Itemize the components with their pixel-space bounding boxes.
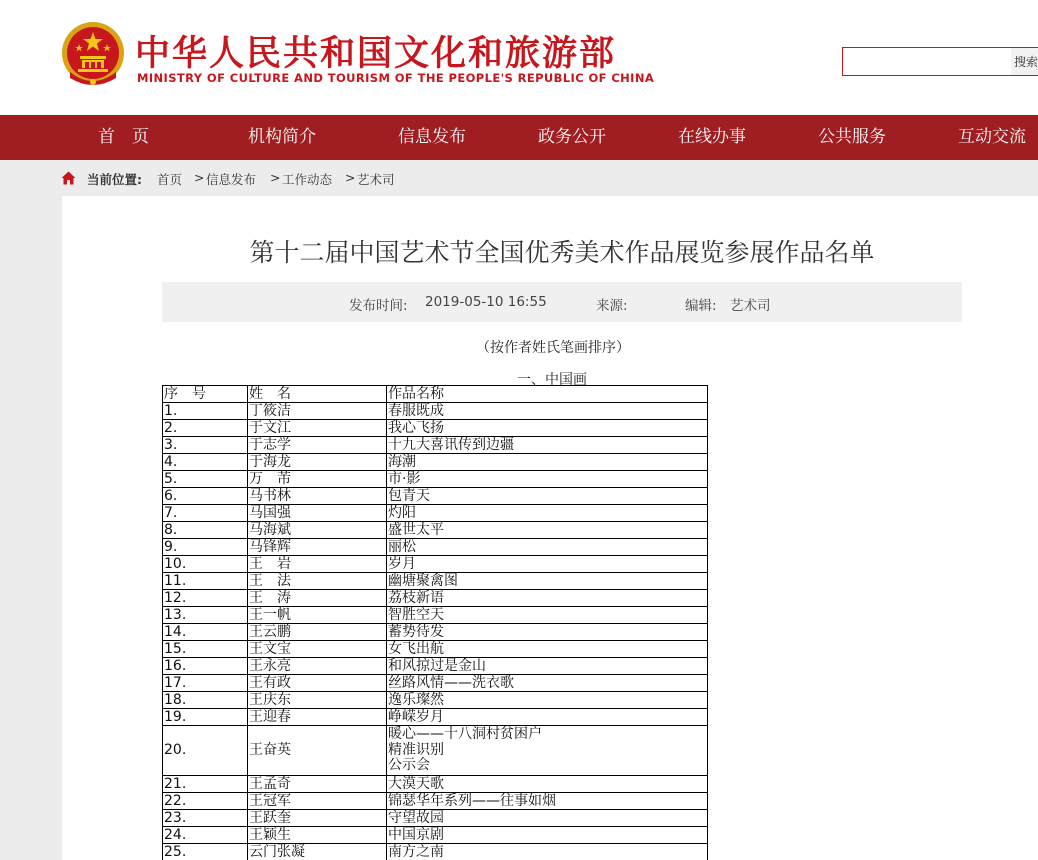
cell-work: 中国京剧 — [387, 827, 708, 844]
table-row — [163, 454, 708, 471]
cell-work: 女飞出航 — [387, 641, 708, 658]
cell-no: 8. — [163, 522, 248, 539]
breadcrumb-separator: > — [345, 170, 356, 185]
table-row — [163, 692, 708, 709]
breadcrumb-separator: > — [194, 170, 205, 185]
table-row — [163, 844, 708, 860]
cell-work: 丽松 — [387, 539, 708, 556]
cell-name: 王孟奇 — [248, 776, 387, 793]
cell-work: 守望故园 — [387, 810, 708, 827]
article-title: 第十二届中国艺术节全国优秀美术作品展览参展作品名单 — [249, 238, 875, 267]
cell-work: 灼阳 — [387, 505, 708, 522]
table-row — [163, 420, 708, 437]
cell-work: 幽塘聚禽图 — [387, 573, 708, 590]
cell-work: 岁月 — [387, 556, 708, 573]
cell-work: 南方之南 — [387, 844, 708, 860]
cell-name: 王奋英 — [248, 726, 387, 776]
table-row — [163, 726, 708, 776]
cell-name: 王冠军 — [248, 793, 387, 810]
table-header-row — [163, 386, 708, 403]
sort-note: （按作者姓氏笔画排序） — [476, 340, 630, 356]
cell-no: 23. — [163, 810, 248, 827]
cell-work: 锦瑟华年系列——往事如烟 — [387, 793, 708, 810]
cell-work: 盛世太平 — [387, 522, 708, 539]
table-row — [163, 675, 708, 692]
nav-item-online-services[interactable]: 在线办事 — [678, 127, 746, 147]
table-row — [163, 403, 708, 420]
search-button[interactable]: 搜索 — [1011, 47, 1038, 76]
cell-work: 荔枝新语 — [387, 590, 708, 607]
breadcrumb-home[interactable]: 首页 — [157, 172, 183, 187]
cell-work: 峥嵘岁月 — [387, 709, 708, 726]
cell-name: 王跃奎 — [248, 810, 387, 827]
table-row — [163, 437, 708, 454]
cell-name: 马书林 — [248, 488, 387, 505]
cell-name: 马国强 — [248, 505, 387, 522]
breadcrumb-label: 当前位置: — [87, 172, 142, 187]
cell-no: 6. — [163, 488, 248, 505]
table-row — [163, 709, 708, 726]
cell-no: 13. — [163, 607, 248, 624]
breadcrumb-art-dept[interactable]: 艺术司 — [357, 172, 395, 187]
table-row — [163, 607, 708, 624]
cell-no: 3. — [163, 437, 248, 454]
cell-no: 4. — [163, 454, 248, 471]
cell-work: 市·影 — [387, 471, 708, 488]
cell-name: 王颖生 — [248, 827, 387, 844]
breadcrumb-separator: > — [270, 170, 281, 185]
home-icon — [61, 171, 76, 185]
table-row — [163, 810, 708, 827]
cell-no: 15. — [163, 641, 248, 658]
cell-no: 1. — [163, 403, 248, 420]
breadcrumb — [0, 160, 1038, 196]
cell-work: 我心飞扬 — [387, 420, 708, 437]
publish-time: 2019-05-10 16:55 — [425, 294, 547, 310]
cell-work: 丝路风情——洗衣歌 — [387, 675, 708, 692]
cell-name: 王有政 — [248, 675, 387, 692]
cell-name: 王迎春 — [248, 709, 387, 726]
cell-no: 9. — [163, 539, 248, 556]
cell-no: 14. — [163, 624, 248, 641]
table-row — [163, 471, 708, 488]
cell-no: 5. — [163, 471, 248, 488]
table-row — [163, 827, 708, 844]
cell-name: 王一帆 — [248, 607, 387, 624]
cell-no: 21. — [163, 776, 248, 793]
cell-name: 马海斌 — [248, 522, 387, 539]
cell-work: 十九大喜讯传到边疆 — [387, 437, 708, 454]
table-row — [163, 573, 708, 590]
article-meta — [162, 282, 962, 322]
section-title: 一、中国画 — [517, 372, 587, 388]
cell-work: 智胜空天 — [387, 607, 708, 624]
cell-no: 17. — [163, 675, 248, 692]
cell-no: 7. — [163, 505, 248, 522]
breadcrumb-work-news[interactable]: 工作动态 — [282, 172, 333, 187]
table-row — [163, 488, 708, 505]
cell-no: 2. — [163, 420, 248, 437]
nav-item-about[interactable]: 机构简介 — [248, 127, 316, 147]
cell-no: 25. — [163, 844, 248, 860]
site-title[interactable]: 中华人民共和国文化和旅游部 — [135, 34, 617, 74]
cell-name: 马锋辉 — [248, 539, 387, 556]
table-row — [163, 776, 708, 793]
cell-work: 蓄势待发 — [387, 624, 708, 641]
cell-name: 于文江 — [248, 420, 387, 437]
table-row — [163, 522, 708, 539]
national-emblem-icon[interactable] — [60, 20, 126, 90]
cell-no: 11. — [163, 573, 248, 590]
cell-work: 包青天 — [387, 488, 708, 505]
cell-no: 12. — [163, 590, 248, 607]
cell-no: 20. — [163, 726, 248, 776]
nav-item-public-affairs[interactable]: 政务公开 — [538, 127, 606, 147]
site-header — [0, 0, 1038, 115]
nav-item-news[interactable]: 信息发布 — [398, 127, 466, 147]
table-row — [163, 641, 708, 658]
nav-item-interaction[interactable]: 互动交流 — [958, 127, 1026, 147]
cell-no: 19. — [163, 709, 248, 726]
table-row — [163, 590, 708, 607]
nav-item-home[interactable]: 首 页 — [98, 127, 149, 147]
publish-label: 发布时间: — [349, 298, 408, 314]
table-row — [163, 658, 708, 675]
cell-no: 16. — [163, 658, 248, 675]
table-row — [163, 556, 708, 573]
cell-name: 王永亮 — [248, 658, 387, 675]
site-subtitle: MINISTRY OF CULTURE AND TOURISM OF THE PEOPLE'S REPUBLIC OF CHINA — [137, 71, 655, 85]
cell-name: 万 芾 — [248, 471, 387, 488]
cell-work: 大漠天歌 — [387, 776, 708, 793]
header-cell-no: 序 号 — [163, 386, 248, 403]
table-row — [163, 539, 708, 556]
works-table — [162, 385, 708, 860]
editor-label: 编辑: — [685, 298, 717, 314]
cell-no: 10. — [163, 556, 248, 573]
cell-work: 春服既成 — [387, 403, 708, 420]
cell-name: 王云鹏 — [248, 624, 387, 641]
header-cell-name: 姓 名 — [248, 386, 387, 403]
cell-no: 24. — [163, 827, 248, 844]
cell-name: 王 岩 — [248, 556, 387, 573]
editor-value: 艺术司 — [730, 298, 771, 314]
cell-name: 王 法 — [248, 573, 387, 590]
breadcrumb-news[interactable]: 信息发布 — [206, 172, 257, 187]
table-row — [163, 505, 708, 522]
source-label: 来源: — [596, 298, 628, 314]
cell-name: 云门张凝 — [248, 844, 387, 860]
table-row — [163, 624, 708, 641]
cell-name: 王文宝 — [248, 641, 387, 658]
cell-name: 王庆东 — [248, 692, 387, 709]
cell-work: 海潮 — [387, 454, 708, 471]
cell-work: 暖心——十八洞村贫困户 精准识别 公示会 — [387, 726, 708, 776]
cell-name: 于海龙 — [248, 454, 387, 471]
cell-name: 丁筱洁 — [248, 403, 387, 420]
nav-item-public-services[interactable]: 公共服务 — [818, 127, 886, 147]
cell-name: 王 涛 — [248, 590, 387, 607]
cell-work: 逸乐璨然 — [387, 692, 708, 709]
cell-work: 和风掠过是金山 — [387, 658, 708, 675]
main-nav — [0, 115, 1038, 160]
cell-no: 22. — [163, 793, 248, 810]
search-input[interactable] — [842, 47, 1012, 76]
table-row — [163, 793, 708, 810]
cell-name: 于志学 — [248, 437, 387, 454]
cell-no: 18. — [163, 692, 248, 709]
header-cell-work: 作品名称 — [387, 386, 708, 403]
